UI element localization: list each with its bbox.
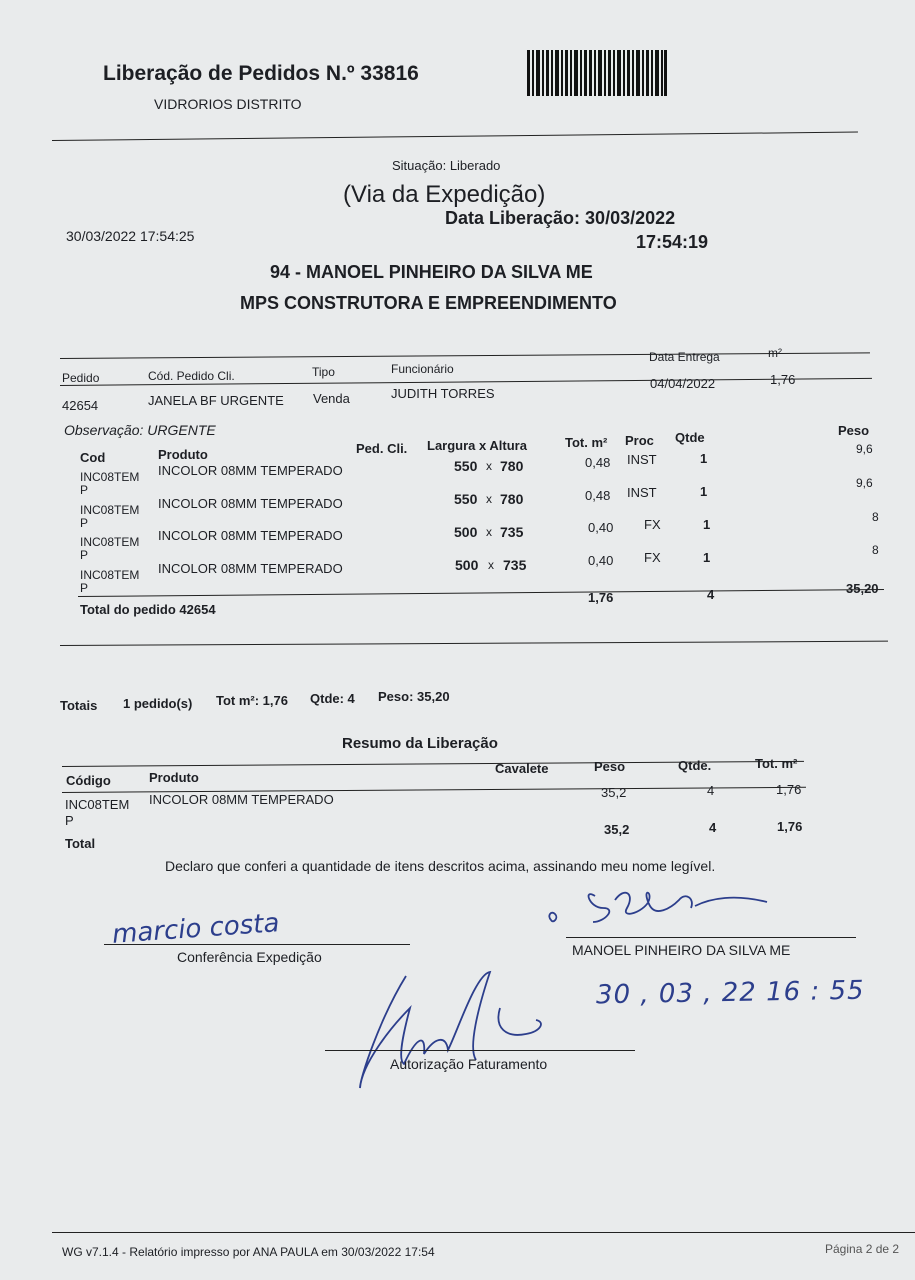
item-altura: 780: [500, 491, 524, 507]
value-tipo: Venda: [313, 391, 350, 406]
item-peso: 9,6: [856, 442, 873, 456]
item-produto: INCOLOR 08MM TEMPERADO: [158, 463, 343, 478]
observation: Observação: URGENTE: [64, 422, 216, 438]
footer-rule: [52, 1232, 915, 1233]
summary-total-label: Total: [65, 836, 96, 851]
client-name: 94 - MANOEL PINHEIRO DA SILVA ME: [270, 262, 593, 282]
summary-total-qtde: 4: [709, 820, 717, 835]
order-total-label: Total do pedido 42654: [80, 602, 216, 617]
value-data-entrega: 04/04/2022: [650, 376, 716, 391]
times-symbol: x: [486, 525, 492, 539]
print-datetime: 30/03/2022 17:54:25: [66, 228, 195, 244]
release-date: Data Liberação: 30/03/2022: [445, 208, 676, 228]
item-peso: 9,6: [856, 476, 873, 490]
item-tot-m2: 0,48: [585, 455, 611, 470]
col-ped-cli: Ped. Cli.: [356, 441, 408, 456]
summary-col-tot-m2: Tot. m²: [755, 756, 798, 771]
company-name: VIDRORIOS DISTRITO: [154, 96, 302, 112]
col-produto: Produto: [158, 447, 208, 462]
summary-col-qtde: Qtde.: [678, 758, 712, 773]
via-title: (Via da Expedição): [343, 181, 546, 208]
item-produto: INCOLOR 08MM TEMPERADO: [158, 561, 343, 576]
col-peso: Peso: [838, 423, 870, 438]
item-proc: FX: [644, 517, 661, 532]
handwritten-datetime: 30 , 03 , 22 16 : 55: [595, 975, 865, 1011]
order-bottom-rule: [60, 641, 888, 646]
label-funcionario: Funcionário: [391, 362, 454, 376]
item-altura: 780: [500, 458, 524, 474]
item-qtde: 1: [703, 517, 711, 532]
summary-codigo: INC08TEM: [65, 797, 130, 812]
summary-tot-m2: 1,76: [776, 782, 802, 797]
item-qtde: 1: [703, 550, 711, 565]
item-cod-suffix: P: [80, 548, 89, 562]
item-proc: INST: [627, 485, 657, 500]
item-cod: INC08TEM: [80, 503, 140, 517]
summary-title: Resumo da Liberação: [342, 735, 498, 752]
times-symbol: x: [486, 492, 492, 506]
barcode: [527, 50, 667, 96]
item-tot-m2: 0,40: [588, 520, 614, 535]
col-cod: Cod: [80, 450, 106, 465]
value-m2: 1,76: [770, 372, 796, 387]
item-produto: INCOLOR 08MM TEMPERADO: [158, 496, 343, 511]
item-altura: 735: [503, 557, 527, 573]
summary-qtde: 4: [707, 783, 715, 798]
totals-qtde: Qtde: 4: [310, 691, 355, 706]
summary-total-peso: 35,2: [604, 822, 630, 837]
order-header-top-rule: [60, 352, 870, 359]
item-peso: 8: [872, 543, 879, 557]
item-proc: INST: [627, 452, 657, 467]
header-divider: [52, 132, 858, 141]
summary-codigo-suffix: P: [65, 813, 74, 828]
client-signature-line: [566, 937, 856, 938]
item-altura: 735: [500, 524, 524, 540]
item-cod: INC08TEM: [80, 470, 140, 484]
footer-page-number: Página 2 de 2: [825, 1242, 900, 1256]
signature-autorizacao: [420, 1016, 530, 1041]
label-data-entrega: Data Entrega: [649, 350, 720, 364]
items-total-rule: [78, 589, 884, 597]
col-largura-altura: Largura x Altura: [427, 438, 527, 453]
value-cod-pedido-cli: JANELA BF URGENTE: [148, 393, 284, 408]
order-total-m2: 1,76: [588, 590, 614, 605]
item-largura: 550: [454, 458, 478, 474]
declaration-text: Declaro que conferi a quantidade de itens descritos acima, assinando meu nome legível.: [165, 858, 716, 874]
autorizacao-line: [325, 1050, 635, 1051]
release-time: 17:54:19: [636, 232, 709, 252]
totals-peso: Peso: 35,20: [378, 689, 450, 704]
item-peso: 8: [872, 510, 879, 524]
totals-m2: Tot m²: 1,76: [216, 693, 288, 708]
order-total-peso: 35,20: [846, 581, 879, 596]
item-tot-m2: 0,48: [585, 488, 611, 503]
label-pedido: Pedido: [62, 371, 100, 385]
summary-col-produto: Produto: [149, 770, 199, 785]
summary-peso: 35,2: [601, 785, 627, 800]
label-tipo: Tipo: [312, 365, 335, 379]
totals-label: Totais: [60, 698, 98, 713]
item-produto: INCOLOR 08MM TEMPERADO: [158, 528, 343, 543]
item-largura: 500: [454, 524, 478, 540]
item-cod: INC08TEM: [80, 535, 140, 549]
client-company: MPS CONSTRUTORA E EMPREENDIMENTO: [240, 293, 617, 313]
label-m2: m²: [768, 346, 782, 360]
item-cod-suffix: P: [80, 581, 89, 595]
item-qtde: 1: [700, 484, 708, 499]
item-largura: 550: [454, 491, 478, 507]
item-cod: INC08TEM: [80, 568, 140, 582]
summary-col-peso: Peso: [594, 759, 626, 774]
order-total-qtde: 4: [707, 587, 715, 602]
document-title: Liberação de Pedidos N.º 33816: [103, 62, 419, 85]
label-cod-pedido-cli: Cód. Pedido Cli.: [148, 369, 235, 383]
totals-pedidos: 1 pedido(s): [123, 696, 193, 711]
item-largura: 500: [455, 557, 479, 573]
conferencia-line: [104, 944, 410, 945]
summary-col-codigo: Código: [66, 773, 111, 788]
signature-conferencia: marcio costa: [111, 908, 281, 950]
client-signature-label: MANOEL PINHEIRO DA SILVA ME: [572, 942, 791, 958]
times-symbol: x: [488, 558, 494, 572]
client-signature-icon: [545, 878, 775, 938]
item-tot-m2: 0,40: [588, 553, 614, 568]
item-cod-suffix: P: [80, 516, 89, 530]
autorizacao-label: Autorização Faturamento: [390, 1056, 548, 1072]
value-pedido: 42654: [62, 398, 99, 413]
summary-col-cavalete: Cavalete: [495, 761, 549, 776]
conferencia-label: Conferência Expedição: [177, 949, 322, 965]
times-symbol: x: [486, 459, 492, 473]
col-proc: Proc: [625, 433, 654, 448]
item-cod-suffix: P: [80, 483, 89, 497]
item-qtde: 1: [700, 451, 708, 466]
summary-produto: INCOLOR 08MM TEMPERADO: [149, 792, 334, 807]
value-funcionario: JUDITH TORRES: [391, 386, 495, 401]
status-text: Situação: Liberado: [392, 158, 501, 173]
summary-total-tot-m2: 1,76: [777, 819, 803, 834]
col-tot-m2: Tot. m²: [565, 435, 608, 450]
col-qtde: Qtde: [675, 430, 705, 445]
item-proc: FX: [644, 550, 661, 565]
footer-report-info: WG v7.1.4 - Relatório impresso por ANA PAULA em 30/03/2022 17:54: [62, 1245, 435, 1259]
